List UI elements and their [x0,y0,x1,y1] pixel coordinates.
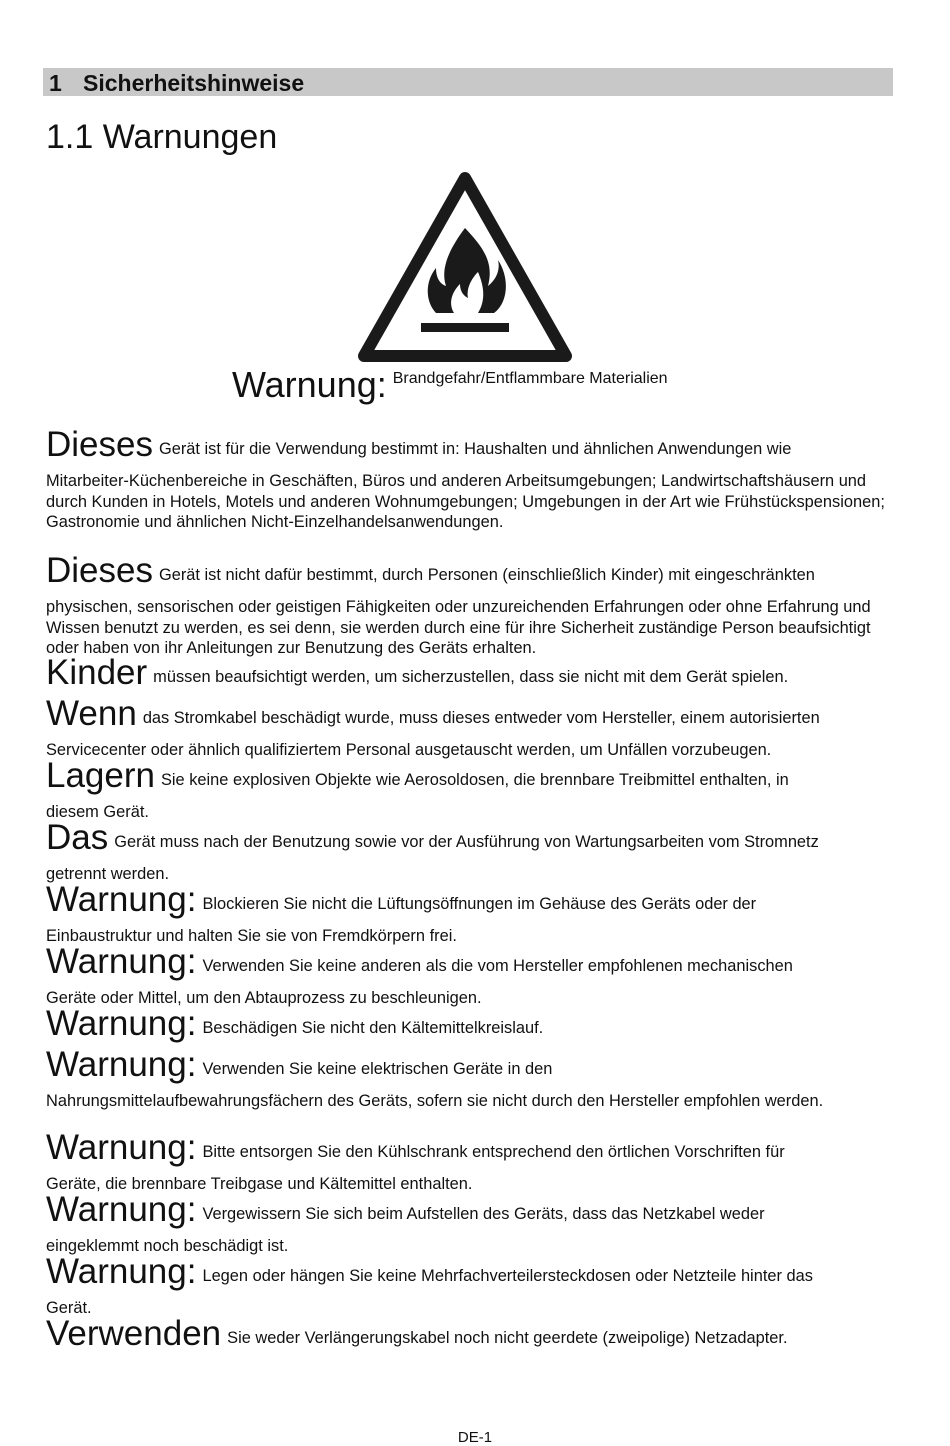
paragraph-body: eingeklemmt noch beschädigt ist. [46,1237,289,1255]
paragraph [46,551,906,659]
paragraph-lead: Warnung: [46,1045,197,1084]
paragraph-first-line: Verwenden Sie keine anderen als die vom Hersteller empfohlenen mechanischen [202,957,793,975]
section-title: Sicherheitshinweise [83,70,305,96]
caption-lead: Warnung: [232,364,387,405]
paragraph-body: Mitarbeiter-Küchenbereiche in Geschäften, Büros und anderen Arbeitsumgebungen; Landwirtschaftshäusern und durch Kunden in Hotels, Motels und anderen Wohnumgebungen; Umgebungen in der Art wie Frühstückspensionen; Gastronomie und ähnlichen Nicht-Einzelhandelsanwendungen. [46,472,885,531]
paragraph-first-line: Verwenden Sie keine elektrischen Geräte in den [202,1060,553,1078]
paragraph [46,818,906,885]
paragraph [46,1252,906,1319]
page-number: DE-1 [457,1429,493,1446]
paragraph-body: getrennt werden. [46,865,170,883]
paragraph-first-line: Vergewissern Sie sich beim Aufstellen des Geräts, dass das Netzkabel weder [202,1205,765,1223]
paragraph-first-line: Gerät ist für die Verwendung bestimmt in: Haushalten und ähnlichen Anwendungen wie [158,440,792,458]
paragraph-first-line: Blockieren Sie nicht die Lüftungsöffnungen im Gehäuse des Geräts oder der [202,895,757,913]
paragraph [46,1128,906,1195]
paragraph-lead: Lagern [46,756,155,795]
paragraph-first-line: das Stromkabel beschädigt wurde, muss dieses entweder vom Hersteller, einem autorisierten [142,709,820,727]
section-number: 1 [49,70,62,96]
subsection-title: 1.1 Warnungen [46,118,278,156]
paragraph-body: diesem Gerät. [46,803,149,821]
paragraph [46,880,906,947]
paragraph [46,694,906,761]
warning-caption [232,364,668,406]
paragraph-first-line: Gerät ist nicht dafür bestimmt, durch Personen (einschließlich Kinder) mit eingeschränkten [158,566,815,584]
paragraph-first-line: Sie weder Verlängerungskabel noch nicht geerdete (zweipolige) Netzadapter. [227,1329,788,1347]
paragraph [46,1004,906,1043]
paragraph-lead: Warnung: [46,1190,197,1229]
paragraph-body: Nahrungsmittelaufbewahrungsfächern des Geräts, sofern sie nicht durch den Hersteller empfohlen werden. [46,1092,824,1110]
paragraph-lead: Warnung: [46,880,197,919]
paragraph [46,653,906,692]
paragraph-lead: Warnung: [46,1252,197,1291]
paragraph-body: Geräte oder Mittel, um den Abtauprozess zu beschleunigen. [46,989,482,1007]
paragraph [46,1045,906,1112]
paragraph-first-line: Legen oder hängen Sie keine Mehrfachverteilersteckdosen oder Netzteile hinter das [202,1267,813,1285]
paragraph-lead: Das [46,818,109,857]
paragraph [46,1190,906,1257]
paragraph-body: Servicecenter oder ähnlich qualifiziertem Personal ausgetauscht werden, um Unfällen vorzubeugen. [46,741,772,759]
paragraph-lead: Dieses [46,551,153,590]
paragraph [46,942,906,1009]
paragraph-body: Gerät. [46,1299,92,1317]
paragraph-body: Einbaustruktur und halten Sie sie von Fremdkörpern frei. [46,927,457,945]
paragraph [46,1314,906,1353]
paragraph-lead: Warnung: [46,942,197,981]
paragraph-first-line: müssen beaufsichtigt werden, um sicherzustellen, dass sie nicht mit dem Gerät spielen. [153,668,789,686]
paragraph-first-line: Gerät muss nach der Benutzung sowie vor der Ausführung von Wartungsarbeiten vom Stromnetz [114,833,819,851]
paragraph-first-line: Sie keine explosiven Objekte wie Aerosoldosen, die brennbare Treibmittel enthalten, in [160,771,789,789]
paragraph [46,425,906,533]
paragraph-body: Geräte, die brennbare Treibgase und Kältemittel enthalten. [46,1175,473,1193]
paragraph-lead: Verwenden [46,1314,222,1353]
paragraph-lead: Warnung: [46,1004,197,1043]
section-header [43,68,893,96]
flammable-warning-icon [354,168,576,364]
paragraph-lead: Kinder [46,653,148,692]
paragraph-body: physischen, sensorischen oder geistigen Fähigkeiten oder unzureichenden Erfahrungen oder ohne Erfahrung und Wissen benutzt zu werden, es sei denn, sie werden durch eine für ihre Sicherheit zuständige Person beaufsichtigt oder haben von ihr Anleitungen zur Benutzung des Geräts erhalten. [46,598,871,657]
paragraph-lead: Wenn [46,694,137,733]
paragraph-lead: Warnung: [46,1128,197,1167]
caption-text: Brandgefahr/Entflammbare Materialien [392,370,668,387]
paragraph-first-line: Beschädigen Sie nicht den Kältemittelkreislauf. [202,1019,544,1037]
paragraph [46,756,906,823]
paragraph-first-line: Bitte entsorgen Sie den Kühlschrank entsprechend den örtlichen Vorschriften für [202,1143,785,1161]
paragraph-lead: Dieses [46,425,153,464]
